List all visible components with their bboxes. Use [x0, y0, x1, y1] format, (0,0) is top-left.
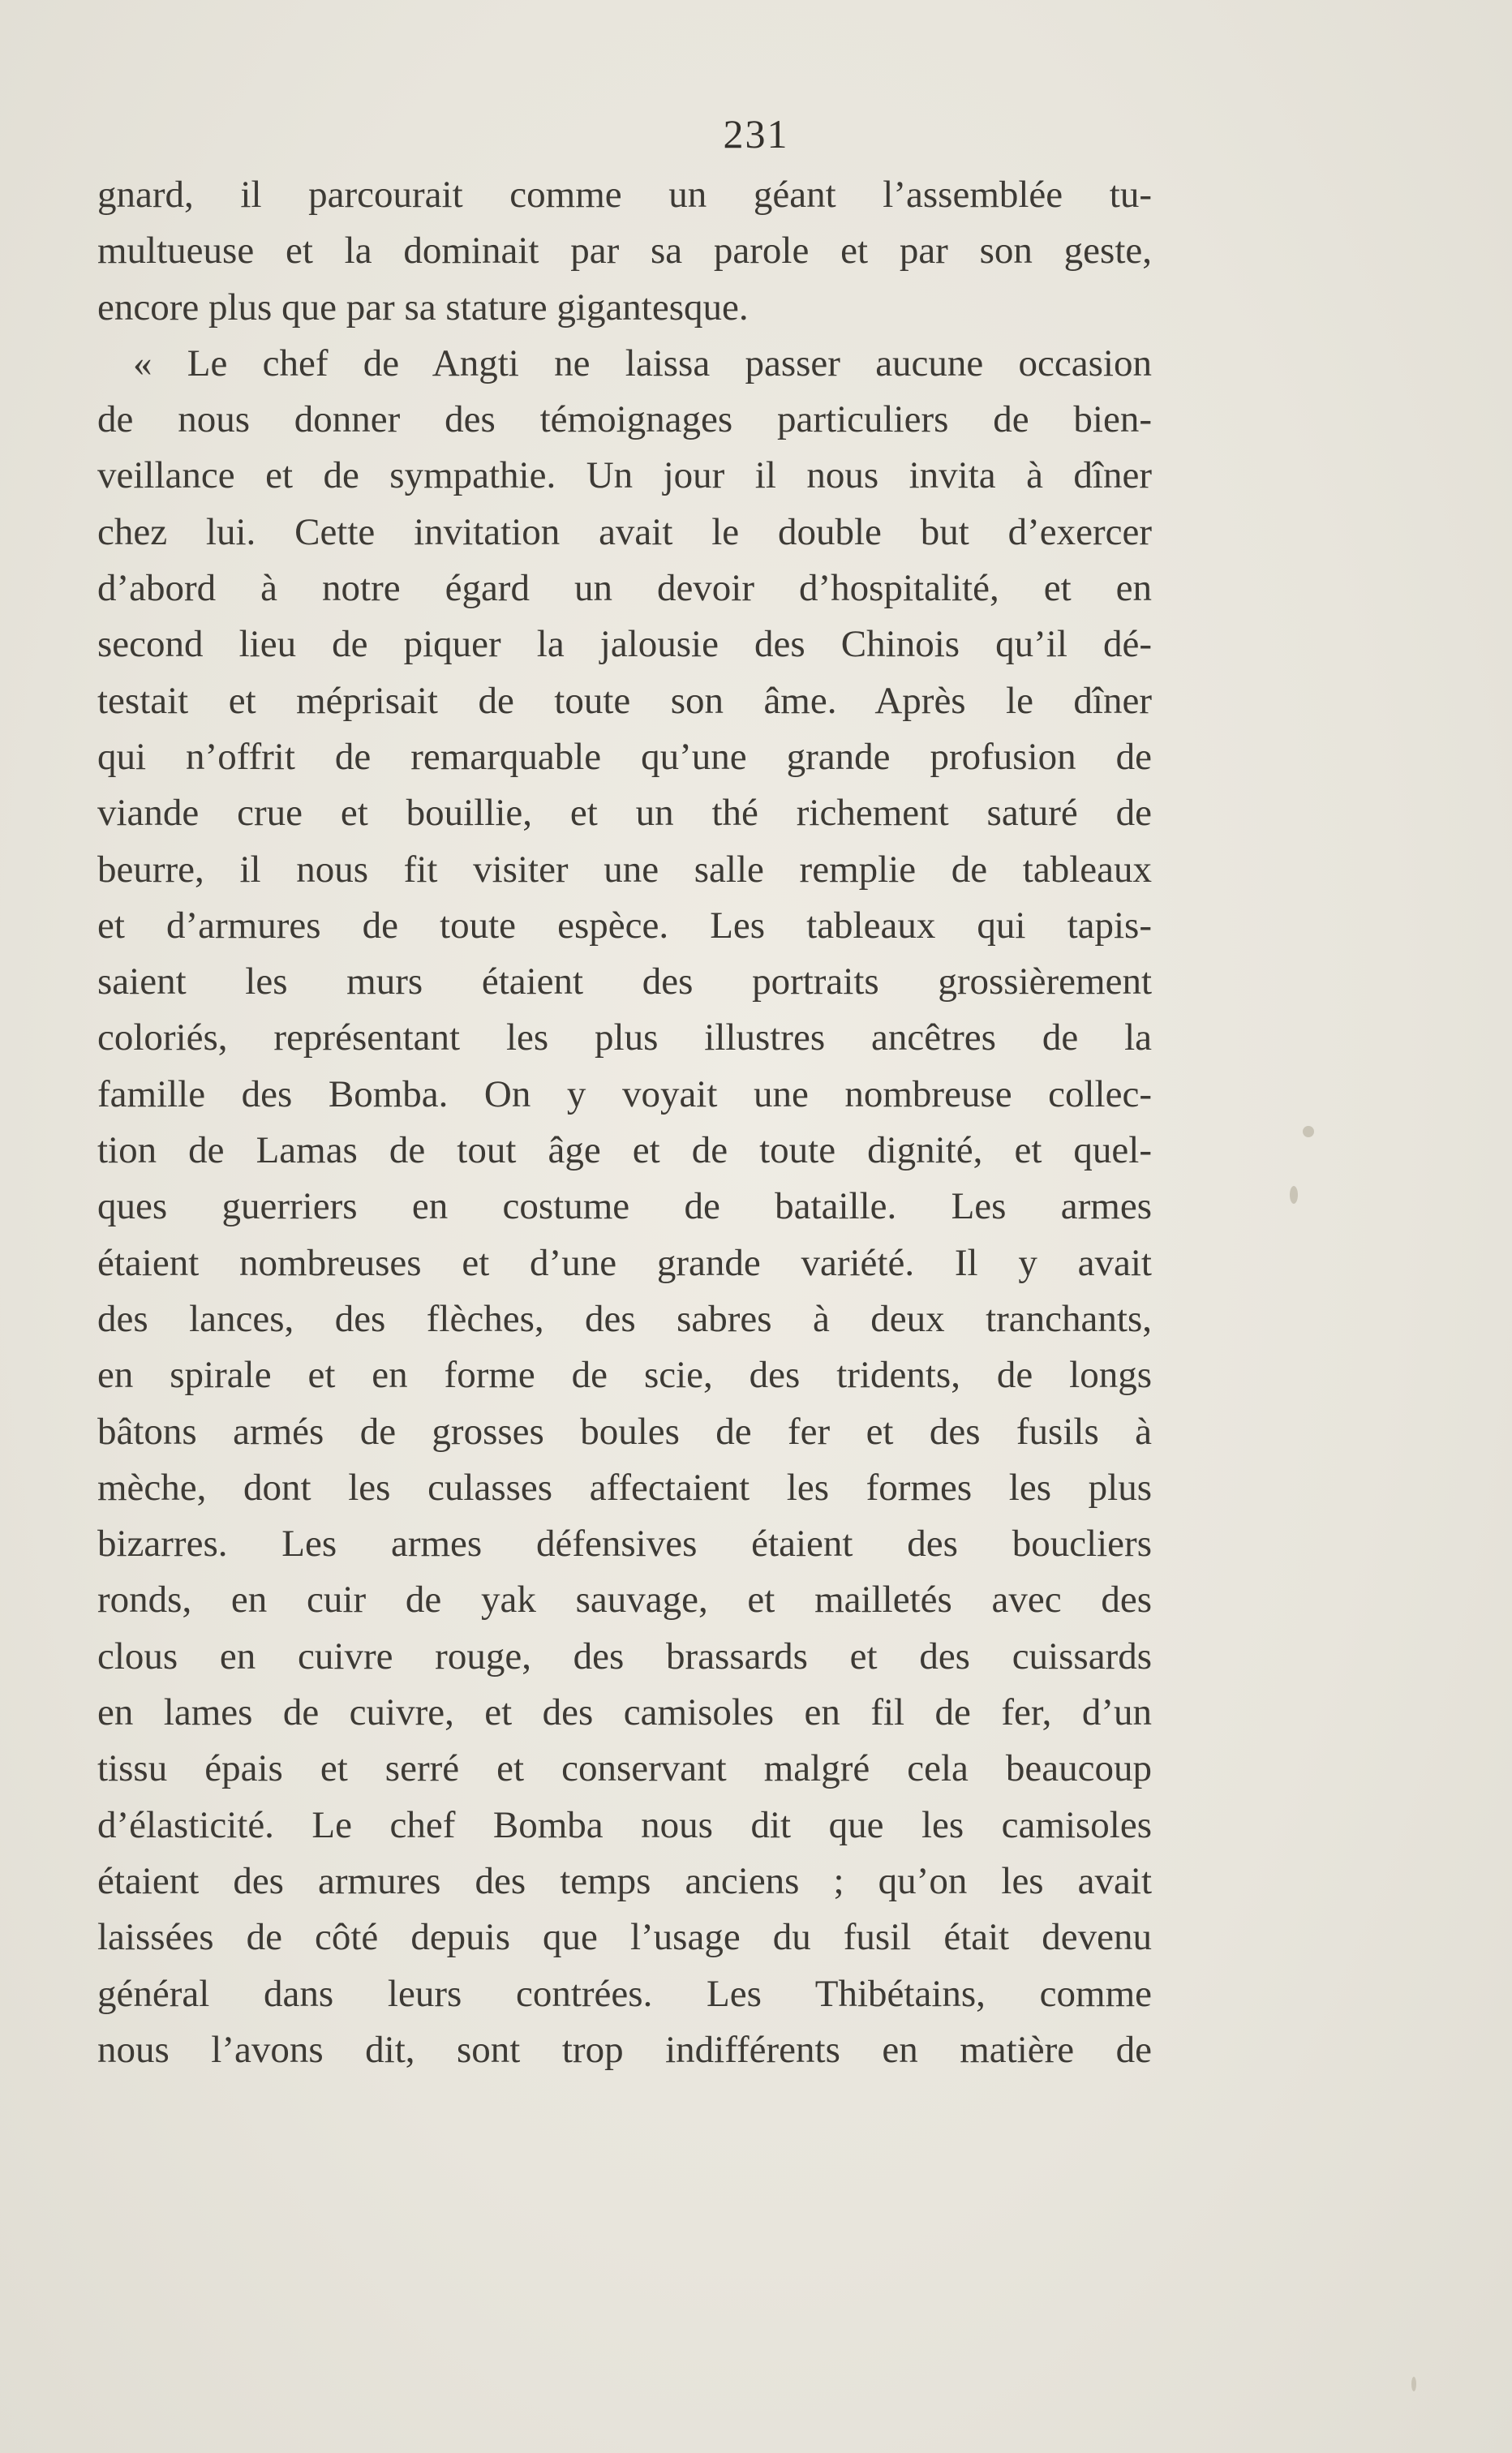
text-line: viande crue et bouillie, et un thé richement saturé de: [97, 792, 1152, 835]
text-line: chez lui. Cette invitation avait le double but d’exercer: [97, 510, 1152, 553]
text-line: ques guerriers en costume de bataille. Les armes: [97, 1185, 1152, 1228]
text-line: et d’armures de toute espèce. Les tableaux qui tapis-: [97, 904, 1152, 947]
text-line: tion de Lamas de tout âge et de toute dignité, et quel-: [97, 1129, 1152, 1172]
text-line: qui n’offrit de remarquable qu’une grande profusion de: [97, 735, 1152, 778]
text-line: saient les murs étaient des portraits grossièrement: [97, 960, 1152, 1003]
text-line: en lames de cuivre, et des camisoles en fil de fer, d’un: [97, 1691, 1152, 1734]
text-line: ronds, en cuir de yak sauvage, et mailletés avec des: [97, 1579, 1152, 1622]
text-line: général dans leurs contrées. Les Thibétains, comme: [97, 1972, 1152, 2015]
text-line: coloriés, représentant les plus illustres ancêtres de la: [97, 1016, 1152, 1059]
text-line: d’abord à notre égard un devoir d’hospitalité, et en: [97, 567, 1152, 610]
page-number: 231: [723, 111, 789, 157]
text-line: des lances, des flèches, des sabres à deux tranchants,: [97, 1297, 1152, 1340]
text-line: tissu épais et serré et conservant malgré cela beaucoup: [97, 1747, 1152, 1790]
text-line: clous en cuivre rouge, des brassards et des cuissards: [97, 1635, 1152, 1678]
paper-speck: [1303, 1126, 1314, 1137]
text-line: second lieu de piquer la jalousie des Chinois qu’il dé-: [97, 623, 1152, 666]
text-line: d’élasticité. Le chef Bomba nous dit que les camisoles: [97, 1803, 1152, 1846]
text-line: de nous donner des témoignages particuliers de bien-: [97, 398, 1152, 441]
text-line: multueuse et la dominait par sa parole et par son geste,: [97, 230, 1152, 273]
text-line: gnard, il parcourait comme un géant l’assemblée tu-: [97, 174, 1152, 216]
text-line: « Le chef de Angti ne laissa passer aucune occasion: [133, 342, 1152, 384]
text-line: encore plus que par sa stature gigantesque.: [97, 286, 749, 329]
paper-speck: [1290, 1186, 1298, 1204]
text-line: étaient nombreuses et d’une grande variété. Il y avait: [97, 1241, 1152, 1284]
text-line: testait et méprisait de toute son âme. Après le dîner: [97, 679, 1152, 722]
text-line: nous l’avons dit, sont trop indifférents en matière de: [97, 2028, 1152, 2071]
text-line: famille des Bomba. On y voyait une nombreuse collec-: [97, 1072, 1152, 1115]
text-line: laissées de côté depuis que l’usage du fusil était devenu: [97, 1916, 1152, 1959]
text-line: veillance et de sympathie. Un jour il nous invita à dîner: [97, 454, 1152, 497]
text-line: bizarres. Les armes défensives étaient des boucliers: [97, 1523, 1152, 1566]
body-text: [97, 167, 1152, 2078]
text-line: étaient des armures des temps anciens ; qu’on les avait: [97, 1859, 1152, 1902]
paper-speck: [1411, 2377, 1416, 2391]
text-line: en spirale et en forme de scie, des tridents, de longs: [97, 1354, 1152, 1397]
text-line: beurre, il nous fit visiter une salle remplie de tableaux: [97, 848, 1152, 891]
text-line: mèche, dont les culasses affectaient les formes les plus: [97, 1466, 1152, 1509]
text-line: bâtons armés de grosses boules de fer et des fusils à: [97, 1410, 1152, 1453]
